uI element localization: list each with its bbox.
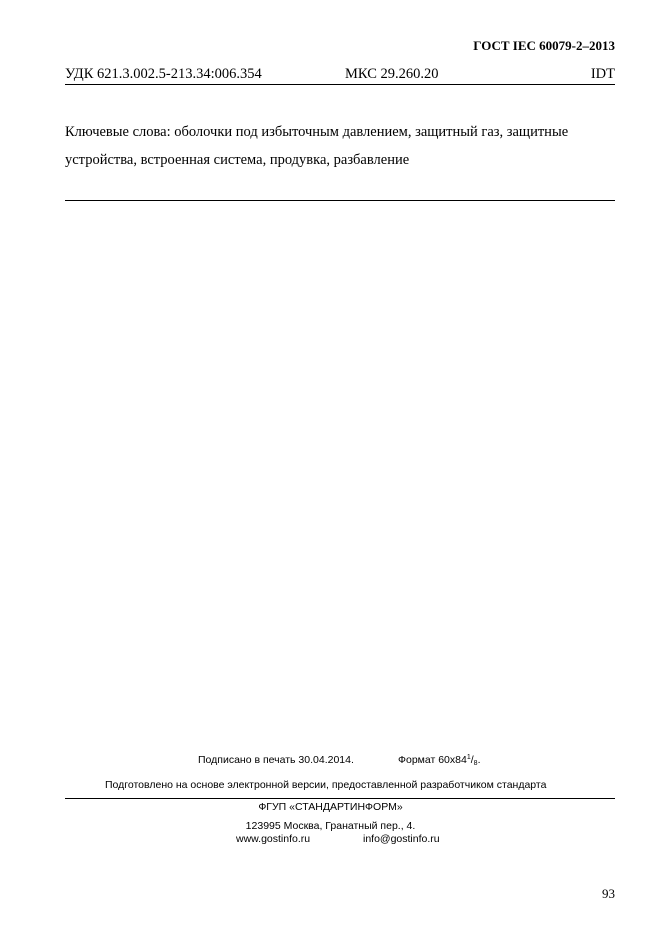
print-format-text: Формат 60х84 [398,754,467,766]
signed-for-print: Подписано в печать 30.04.2014. [198,754,354,766]
publisher-website[interactable]: www.gostinfo.ru [236,833,311,845]
classification-underline [65,84,615,85]
publisher-email[interactable]: info@gostinfo.ru [363,833,440,845]
print-format-suffix: . [477,754,481,766]
print-format-denominator: 8 [473,760,478,767]
page-number: 93 [602,886,615,901]
prepared-note: Подготовлено на основе электронной версии, предоставленной разработчиком стандарта [105,779,547,791]
print-format-numerator: 1 [466,754,471,761]
imprint-divider [65,798,615,799]
print-format: Формат $60х84^1/_8$. [398,754,481,767]
standard-designation: ГОСТ IEC 60079-2–2013 [473,38,615,53]
publisher-address: 123995 Москва, Гранатный пер., 4. [245,820,416,832]
keywords-divider [65,200,615,201]
udc-code: УДК 621.3.002.5-213.34:006.354 [65,66,262,82]
publisher-name: ФГУП «СТАНДАРТИНФОРМ» [258,801,403,813]
equivalence-mark: IDT [590,66,615,82]
mks-code: МКС 29.260.20 [345,66,439,82]
keywords-paragraph: Ключевые слова: оболочки под избыточным давлением, защитный газ, защитные устройства, встроенная система, продувка, разбавление [65,124,569,168]
